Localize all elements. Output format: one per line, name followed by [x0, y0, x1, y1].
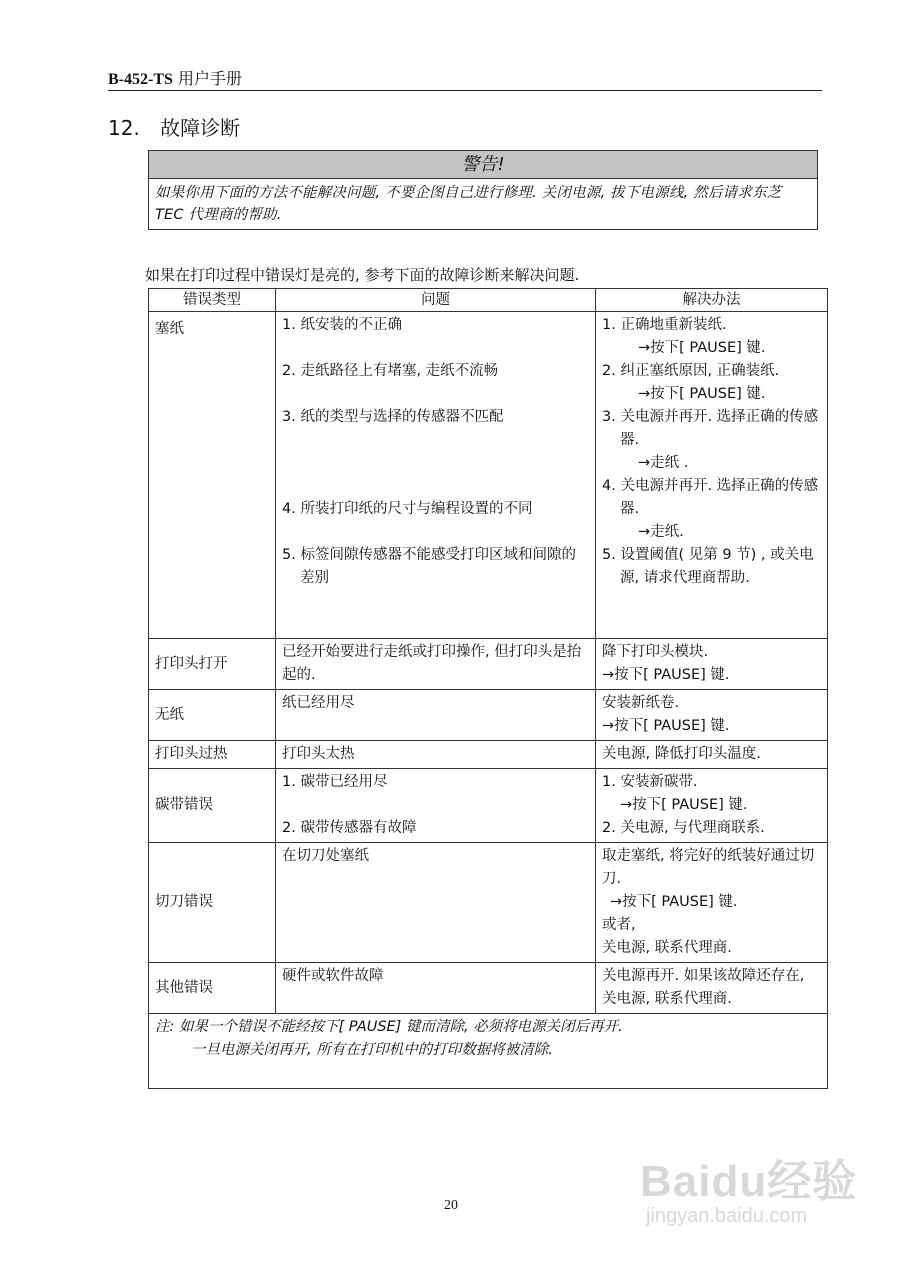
solution-item: →按下[ PAUSE] 键.: [602, 718, 730, 734]
problem-cell: 纸已经用尽: [276, 690, 596, 741]
problem-item: 1. 碳带已经用尽: [282, 774, 388, 790]
watermark-site: jingyan.baidu.com: [646, 1205, 808, 1227]
problem-cell: [276, 312, 596, 639]
solution-cell: [596, 690, 828, 741]
warning-title: 警告!: [149, 151, 817, 179]
warning-box: [148, 150, 818, 230]
page-number: 20: [444, 1198, 458, 1213]
warning-text: 如果你用下面的方法不能解决问题, 不要企图自己进行修理. 关闭电源, 拔下电源线, 然后请求东芝 TEC 代理商的帮助.: [155, 185, 782, 223]
error-type: 无纸: [149, 690, 276, 741]
solution-cell: 关电源, 降低打印头温度.: [596, 741, 828, 769]
solution-item: →按下[ PAUSE] 键.: [602, 667, 730, 683]
table-row: [149, 741, 828, 769]
table-note: [149, 1014, 828, 1089]
solution-item: 关电源, 联系代理商.: [602, 940, 732, 956]
table-row: [149, 312, 828, 639]
solution-cell: [596, 639, 828, 690]
solution-item: 或者,: [602, 917, 636, 933]
error-type: 打印头打开: [149, 639, 276, 690]
error-type: 切刀错误: [149, 843, 276, 963]
solution-cell: 关电源再开. 如果该故障还存在, 关电源, 联系代理商.: [596, 963, 828, 1014]
table-row: [149, 843, 828, 963]
problem-item: 2. 碳带传感器有故障: [282, 820, 417, 836]
solution-item: →走纸 .: [638, 455, 689, 471]
header-rule: [108, 90, 822, 91]
error-type: 碳带错误: [149, 769, 276, 843]
solution-item: 取走塞纸, 将完好的纸装好通过切刀.: [602, 848, 815, 887]
manual-title: 用户手册: [178, 69, 243, 88]
header-problem: 问题: [276, 289, 596, 312]
solution-item: 2. 关电源, 与代理商联系.: [602, 820, 765, 836]
note-line: 注: 如果一个错误不能经按下[ PAUSE] 键而清除, 必须将电源关闭后再开.: [155, 1019, 623, 1035]
problem-item: 5. 标签间隙传感器不能感受打印区域和间隙的差别: [282, 547, 576, 586]
table-note-row: [149, 1014, 828, 1089]
error-type: 其他错误: [149, 963, 276, 1014]
problem-cell: 在切刀处塞纸: [276, 843, 596, 963]
page-header: [108, 66, 242, 89]
solution-item: 4. 关电源并再开. 选择正确的传感器.: [602, 478, 819, 517]
problem-item: 3. 纸的类型与选择的传感器不匹配: [282, 409, 504, 425]
intro-text: 如果在打印过程中错误灯是亮的, 参考下面的故障诊断来解决问题.: [145, 266, 580, 284]
header-solution: 解决办法: [596, 289, 828, 312]
watermark: [640, 1145, 870, 1275]
solution-cell: [596, 843, 828, 963]
section-heading: [108, 112, 240, 141]
problem-cell: 打印头太热: [276, 741, 596, 769]
problem-item: 1. 纸安装的不正确: [282, 317, 402, 333]
error-type: 打印头过热: [149, 741, 276, 769]
problem-cell: 硬件或软件故障: [276, 963, 596, 1014]
solution-item: →按下[ PAUSE] 键.: [620, 797, 748, 813]
solution-item: 2. 纠正塞纸原因, 正确装纸.: [602, 363, 780, 379]
solution-item: 5. 设置阈值( 见第 9 节) , 或关电源, 请求代理商帮助.: [602, 547, 814, 586]
solution-item: 安装新纸卷.: [602, 695, 680, 711]
table-row: [149, 963, 828, 1014]
problem-item: 4. 所装打印纸的尺寸与编程设置的不同: [282, 501, 533, 517]
header-error-type: 错误类型: [149, 289, 276, 312]
model-name: B-452-TS: [108, 71, 173, 88]
watermark-logo: Baidu经验: [640, 1157, 858, 1206]
solution-cell: [596, 312, 828, 639]
problem-cell: [276, 769, 596, 843]
table-row: [149, 769, 828, 843]
troubleshooting-table: [148, 288, 828, 1089]
solution-item: 1. 安装新碳带.: [602, 774, 698, 790]
table-row: [149, 639, 828, 690]
error-type: 塞纸: [149, 312, 276, 639]
section-number: 12.: [108, 116, 140, 140]
solution-cell: [596, 769, 828, 843]
solution-item: 3. 关电源并再开. 选择正确的传感器.: [602, 409, 819, 448]
solution-item: →走纸.: [638, 524, 684, 540]
solution-item: →按下[ PAUSE] 键.: [638, 386, 766, 402]
table-header-row: [149, 289, 828, 312]
solution-item: →按下[ PAUSE] 键.: [638, 340, 766, 356]
section-title: 故障诊断: [160, 116, 241, 140]
problem-item: 2. 走纸路径上有堵塞, 走纸不流畅: [282, 363, 499, 379]
table-row: [149, 690, 828, 741]
solution-item: 1. 正确地重新装纸.: [602, 317, 727, 333]
solution-item: 降下打印头模块.: [602, 644, 709, 660]
note-line: 一旦电源关闭再开, 所有在打印机中的打印数据将被清除.: [191, 1042, 553, 1058]
problem-cell: 已经开始要进行走纸或打印操作, 但打印头是抬起的.: [276, 639, 596, 690]
solution-item: →按下[ PAUSE] 键.: [610, 894, 738, 910]
